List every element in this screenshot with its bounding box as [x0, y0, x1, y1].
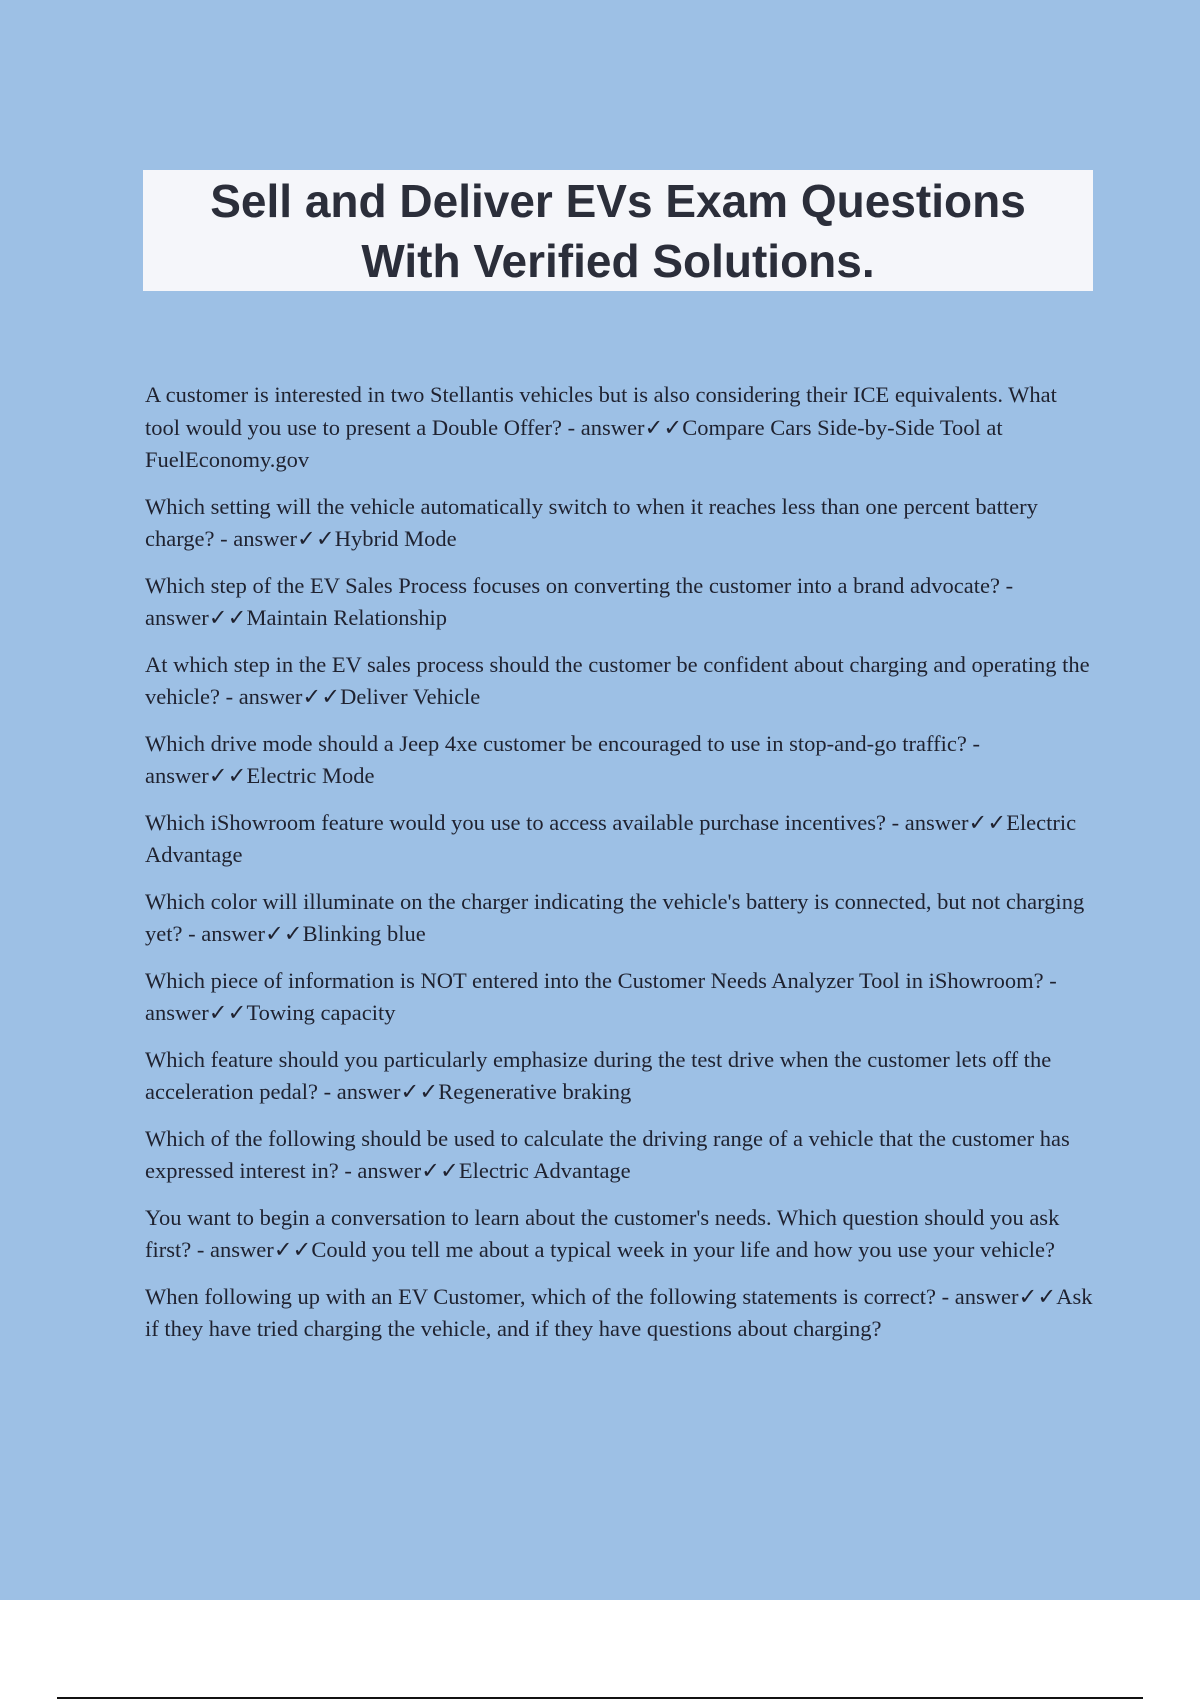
check-marks: ✓✓ — [644, 414, 683, 440]
answer-separator: - answer — [145, 572, 1014, 630]
answer-separator: - answer — [145, 967, 1057, 1025]
answer-separator: - answer — [936, 1283, 1019, 1309]
document-title-line-2: With Verified Solutions. — [361, 234, 875, 287]
question-text: Which feature should you particularly emphasize during the test drive when the customer lets off the acceleration pedal? — [145, 1046, 1052, 1104]
answer-text: Towing capacity — [246, 1000, 396, 1025]
qa-item — [145, 570, 1095, 635]
answer-separator: - answer — [191, 1237, 274, 1262]
qa-item — [145, 1281, 1095, 1346]
question-text: At which step in the EV sales process should the customer be confident about charging and operating the vehicle? — [145, 651, 1090, 709]
answer-text: Regenerative braking — [438, 1079, 632, 1104]
check-marks: ✓✓ — [208, 763, 247, 788]
answer-text: Maintain Relationship — [246, 605, 448, 630]
answer-separator: - answer — [214, 526, 298, 551]
answer-separator: - answer — [145, 730, 980, 788]
answer-text: Blinking blue — [302, 921, 426, 946]
footer-divider — [57, 1697, 1143, 1699]
question-text: Which color will illuminate on the charger indicating the vehicle's battery is connected, but not charging yet? — [145, 888, 1085, 946]
check-marks: ✓✓ — [273, 1237, 312, 1262]
answer-separator: - answer — [562, 414, 645, 440]
title-box — [143, 170, 1093, 291]
qa-item — [145, 807, 1095, 872]
question-text: Which of the following should be used to calculate the driving range of a vehicle that the customer has expressed interest in? — [145, 1125, 1070, 1183]
check-marks: ✓✓ — [421, 1158, 459, 1183]
answer-text: Hybrid Mode — [334, 526, 457, 551]
qa-item — [145, 728, 1095, 793]
answer-text: Electric Mode — [246, 763, 375, 788]
answer-separator: - answer — [182, 921, 265, 946]
check-marks: ✓✓ — [400, 1079, 439, 1104]
answer-separator: - answer — [318, 1079, 401, 1104]
qa-item — [145, 1044, 1095, 1109]
question-text: When following up with an EV Customer, which of the following statements is correct? — [145, 1283, 937, 1309]
document-title-line-1: Sell and Deliver EVs Exam Questions — [210, 174, 1026, 227]
check-marks: ✓✓ — [208, 1000, 247, 1025]
qa-item — [145, 1123, 1095, 1188]
answer-text: Could you tell me about a typical week in your life and how you use your vehicle? — [311, 1237, 1055, 1262]
answer-text: Electric Advantage — [145, 809, 1077, 867]
qa-item — [145, 886, 1095, 951]
qa-list — [145, 379, 1095, 1360]
check-marks: ✓✓ — [302, 684, 341, 709]
check-marks: ✓✓ — [264, 921, 303, 946]
answer-text: Electric Advantage — [458, 1158, 631, 1183]
answer-separator: - answer — [338, 1158, 422, 1183]
check-marks: ✓✓ — [968, 809, 1007, 835]
check-marks: ✓✓ — [208, 605, 247, 630]
answer-separator: - answer — [886, 809, 969, 835]
qa-item — [145, 379, 1095, 477]
answer-text: Ask if they have tried charging the vehicle, and if they have questions about charging? — [145, 1283, 1093, 1341]
question-text: Which step of the EV Sales Process focuses on converting the customer into a brand advocate? — [145, 572, 1000, 598]
qa-item — [145, 491, 1095, 556]
answer-text: Compare Cars Side-by-Side Tool at FuelEconomy.gov — [145, 414, 1003, 472]
question-text: Which iShowroom feature would you use to access available purchase incentives? — [145, 809, 886, 835]
question-text: A customer is interested in two Stellantis vehicles but is also considering their ICE equivalents. What tool would you use to present a Double Offer? — [145, 382, 1057, 440]
question-text: Which setting will the vehicle automatically switch to when it reaches less than one percent battery charge? — [145, 493, 1038, 551]
question-text: You want to begin a conversation to learn about the customer's needs. Which question should you ask first? — [145, 1204, 1060, 1262]
check-marks: ✓✓ — [1018, 1283, 1057, 1309]
qa-item — [145, 1202, 1095, 1267]
check-marks: ✓✓ — [297, 526, 335, 551]
qa-item — [145, 965, 1095, 1030]
question-text: Which drive mode should a Jeep 4xe customer be encouraged to use in stop-and-go traffic? — [145, 730, 967, 756]
answer-separator: - answer — [219, 684, 303, 709]
qa-item — [145, 649, 1095, 714]
question-text: Which piece of information is NOT entered into the Customer Needs Analyzer Tool in iShowroom? — [145, 967, 1044, 993]
answer-text: Deliver Vehicle — [340, 684, 481, 709]
